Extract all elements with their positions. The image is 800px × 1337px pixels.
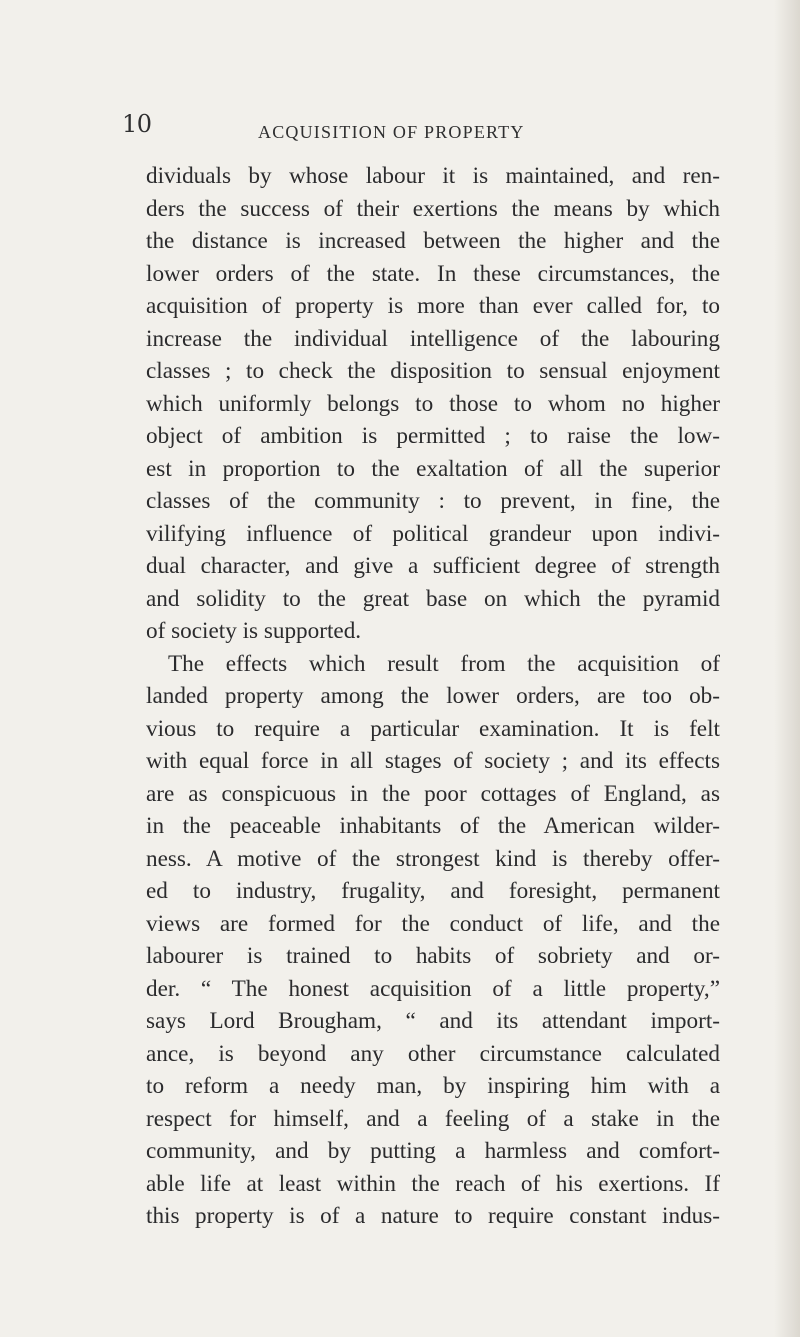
text-line: ed to industry, frugality, and foresight, permanent [146, 878, 720, 904]
page-number: 10 [122, 110, 152, 138]
text-line: says Lord Brougham, “ and its attendant import- [146, 1008, 720, 1034]
text-line: vious to require a particular examination. It is felt [146, 715, 720, 742]
text-line: increase the individual intelligence of the labouring [146, 325, 720, 352]
text-line: classes of the community : to prevent, in fine, the [146, 488, 720, 514]
paragraph-end-line: of society is supported. [146, 618, 362, 644]
text-line: the distance is increased between the higher and the [146, 228, 720, 254]
text-line: object of ambition is permitted ; to raise the low- [146, 423, 720, 449]
text-line: this property is of a nature to require constant indus- [146, 1203, 720, 1229]
text-line: views are formed for the conduct of life, and the [146, 910, 720, 937]
paragraph-start-line: The effects which result from the acquisition of [168, 650, 720, 677]
text-line: acquisition of property is more than ever called for, to [146, 293, 720, 319]
text-line: vilifying influence of political grandeur upon indivi- [146, 520, 720, 547]
text-line: ness. A motive of the strongest kind is thereby offer- [146, 845, 720, 872]
text-line: community, and by putting a harmless and comfort- [146, 1138, 720, 1164]
text-line: dual character, and give a sufficient degree of strength [146, 553, 720, 579]
running-title: ACQUISITION OF PROPERTY [258, 122, 525, 142]
text-line: are as conspicuous in the poor cottages of England, as [146, 780, 720, 807]
text-line: est in proportion to the exaltation of all the superior [146, 455, 720, 482]
text-line: ders the success of their exertions the means by which [146, 195, 720, 222]
text-line: der. “ The honest acquisition of a little property,” [146, 975, 720, 1002]
page-header [122, 110, 722, 144]
body-text [146, 160, 720, 1233]
text-line: with equal force in all stages of society ; and its effects [146, 748, 720, 774]
text-line: dividuals by whose labour it is maintained, and ren- [146, 163, 720, 189]
text-line: which uniformly belongs to those to whom no higher [146, 390, 720, 417]
text-line: ance, is beyond any other circumstance calculated [146, 1040, 720, 1067]
text-line: in the peaceable inhabitants of the American wilder- [146, 813, 720, 839]
text-line: and solidity to the great base on which the pyramid [146, 585, 720, 612]
text-line: labourer is trained to habits of sobriety and or- [146, 943, 720, 969]
text-line: able life at least within the reach of his exertions. If [146, 1170, 720, 1197]
text-line: to reform a needy man, by inspiring him with a [146, 1073, 720, 1099]
page-edge-shadow [774, 0, 800, 1337]
text-line: landed property among the lower orders, are too ob- [146, 683, 720, 709]
text-line: lower orders of the state. In these circumstances, the [146, 260, 720, 287]
text-line: classes ; to check the disposition to sensual enjoyment [146, 358, 720, 384]
text-line: respect for himself, and a feeling of a stake in the [146, 1105, 720, 1132]
